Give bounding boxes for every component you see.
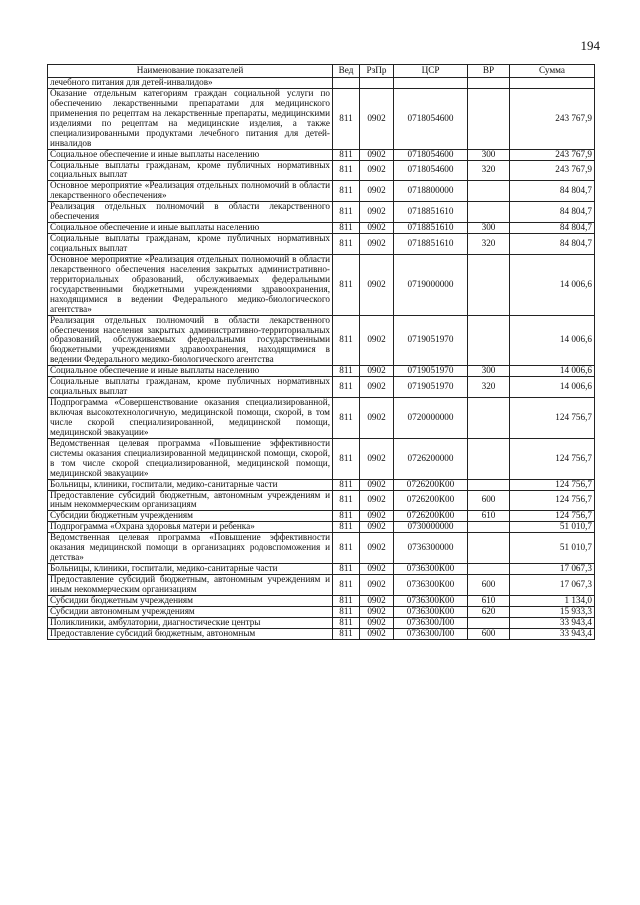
- cell-rzpr: 0902: [360, 234, 394, 255]
- cell-ved: 811: [333, 202, 360, 223]
- cell-csr: 0719051970: [394, 377, 468, 398]
- cell-csr: 0719000000: [394, 254, 468, 315]
- cell-ved: 811: [333, 617, 360, 628]
- cell-rzpr: 0902: [360, 617, 394, 628]
- cell-csr: 0720000000: [394, 398, 468, 439]
- table-row: [48, 78, 595, 89]
- cell-csr: 0726200000: [394, 438, 468, 479]
- cell-csr: 0718851610: [394, 234, 468, 255]
- cell-sum: 124 756,7: [510, 479, 595, 490]
- table-row: [48, 617, 595, 628]
- cell-name: Социальные выплаты гражданам, кроме публичных нормативных социальных выплат: [48, 234, 333, 255]
- cell-name: Социальные выплаты гражданам, кроме публичных нормативных социальных выплат: [48, 160, 333, 181]
- cell-ved: 811: [333, 181, 360, 202]
- cell-csr: 0718054600: [394, 160, 468, 181]
- cell-ved: 811: [333, 254, 360, 315]
- cell-vr: 620: [468, 606, 510, 617]
- cell-vr: [468, 315, 510, 366]
- cell-rzpr: 0902: [360, 149, 394, 160]
- cell-ved: 811: [333, 377, 360, 398]
- cell-name: Социальное обеспечение и иные выплаты населению: [48, 149, 333, 160]
- table-row: [48, 223, 595, 234]
- cell-rzpr: 0902: [360, 88, 394, 149]
- cell-rzpr: 0902: [360, 202, 394, 223]
- table-row: [48, 606, 595, 617]
- cell-csr: 0726200К00: [394, 490, 468, 511]
- table-row: [48, 533, 595, 564]
- cell-csr: 0718054600: [394, 88, 468, 149]
- cell-vr: 320: [468, 234, 510, 255]
- header-vr: ВР: [468, 65, 510, 78]
- cell-name: Субсидии автономным учреждениям: [48, 606, 333, 617]
- cell-vr: [468, 398, 510, 439]
- cell-ved: 811: [333, 606, 360, 617]
- cell-rzpr: 0902: [360, 628, 394, 639]
- cell-vr: [468, 533, 510, 564]
- cell-vr: 600: [468, 490, 510, 511]
- cell-sum: 124 756,7: [510, 398, 595, 439]
- cell-vr: [468, 479, 510, 490]
- cell-sum: 124 756,7: [510, 438, 595, 479]
- cell-name: Поликлиники, амбулатории, диагностические центры: [48, 617, 333, 628]
- cell-rzpr: 0902: [360, 511, 394, 522]
- cell-name: Предоставление субсидий бюджетным, автономным учреждениям и иным некоммерческим организациям: [48, 575, 333, 596]
- table-body: [48, 78, 595, 640]
- cell-ved: 811: [333, 628, 360, 639]
- cell-rzpr: [360, 78, 394, 89]
- cell-ved: 811: [333, 366, 360, 377]
- table-row: [48, 149, 595, 160]
- cell-ved: [333, 78, 360, 89]
- cell-vr: 610: [468, 595, 510, 606]
- cell-rzpr: 0902: [360, 575, 394, 596]
- cell-csr: 0726200К00: [394, 479, 468, 490]
- cell-ved: 811: [333, 575, 360, 596]
- cell-vr: 320: [468, 160, 510, 181]
- cell-rzpr: 0902: [360, 533, 394, 564]
- cell-rzpr: 0902: [360, 377, 394, 398]
- cell-csr: 0736300К00: [394, 575, 468, 596]
- cell-rzpr: 0902: [360, 606, 394, 617]
- cell-rzpr: 0902: [360, 254, 394, 315]
- table-row: [48, 181, 595, 202]
- cell-sum: 17 067,3: [510, 575, 595, 596]
- cell-csr: 0726200К00: [394, 511, 468, 522]
- cell-name: Предоставление субсидий бюджетным, автономным учреждениям и иным некоммерческим организациям: [48, 490, 333, 511]
- cell-name: Реализация отдельных полномочий в области лекарственного обеспечения населения закрытых административно-территориальных образований, обслуживаемых федеральными государственными бюджетными учреждениями здравоохранения, находящимися в ведении Федерального медико-биологического агентства: [48, 315, 333, 366]
- cell-sum: 84 804,7: [510, 223, 595, 234]
- table-row: [48, 575, 595, 596]
- table-row: [48, 160, 595, 181]
- page-number: 194: [580, 38, 600, 53]
- cell-sum: 124 756,7: [510, 511, 595, 522]
- cell-ved: 811: [333, 160, 360, 181]
- cell-ved: 811: [333, 398, 360, 439]
- cell-ved: 811: [333, 595, 360, 606]
- cell-csr: 0718851610: [394, 202, 468, 223]
- table-row: [48, 254, 595, 315]
- cell-sum: 14 006,6: [510, 254, 595, 315]
- cell-ved: 811: [333, 438, 360, 479]
- cell-vr: 300: [468, 223, 510, 234]
- cell-sum: 51 010,7: [510, 522, 595, 533]
- table-row: [48, 564, 595, 575]
- header-rzpr: РзПр: [360, 65, 394, 78]
- cell-rzpr: 0902: [360, 160, 394, 181]
- cell-vr: 600: [468, 575, 510, 596]
- cell-name: Подпрограмма «Охрана здоровья матери и ребенка»: [48, 522, 333, 533]
- cell-csr: 0736300000: [394, 533, 468, 564]
- cell-ved: 811: [333, 149, 360, 160]
- table-row: [48, 595, 595, 606]
- table-row: [48, 315, 595, 366]
- cell-sum: 84 804,7: [510, 234, 595, 255]
- cell-sum: 14 006,6: [510, 366, 595, 377]
- cell-sum: 33 943,4: [510, 628, 595, 639]
- table-row: [48, 522, 595, 533]
- table-row: [48, 479, 595, 490]
- cell-name: Предоставление субсидий бюджетным, автономным: [48, 628, 333, 639]
- cell-csr: 0736300Л00: [394, 617, 468, 628]
- table-row: [48, 88, 595, 149]
- cell-vr: [468, 564, 510, 575]
- cell-ved: 811: [333, 533, 360, 564]
- cell-name: Больницы, клиники, госпитали, медико-санитарные части: [48, 479, 333, 490]
- cell-vr: [468, 88, 510, 149]
- table-row: [48, 398, 595, 439]
- cell-csr: 0730000000: [394, 522, 468, 533]
- cell-sum: 243 767,9: [510, 88, 595, 149]
- cell-ved: 811: [333, 223, 360, 234]
- cell-vr: 600: [468, 628, 510, 639]
- cell-csr: 0736300К00: [394, 564, 468, 575]
- cell-vr: [468, 202, 510, 223]
- cell-vr: [468, 617, 510, 628]
- cell-vr: 300: [468, 366, 510, 377]
- cell-vr: 610: [468, 511, 510, 522]
- cell-sum: 33 943,4: [510, 617, 595, 628]
- cell-rzpr: 0902: [360, 490, 394, 511]
- table-row: [48, 511, 595, 522]
- table-row: [48, 490, 595, 511]
- table-row: [48, 234, 595, 255]
- cell-ved: 811: [333, 315, 360, 366]
- cell-csr: 0718054600: [394, 149, 468, 160]
- header-csr: ЦСР: [394, 65, 468, 78]
- cell-name: Больницы, клиники, госпитали, медико-санитарные части: [48, 564, 333, 575]
- cell-sum: 51 010,7: [510, 533, 595, 564]
- cell-name: Основное мероприятие «Реализация отдельных полномочий в области лекарственного обеспечения»: [48, 181, 333, 202]
- cell-csr: 0719051970: [394, 315, 468, 366]
- cell-csr: 0736300К00: [394, 595, 468, 606]
- cell-name: Субсидии бюджетным учреждениям: [48, 595, 333, 606]
- cell-rzpr: 0902: [360, 479, 394, 490]
- cell-name: Социальное обеспечение и иные выплаты населению: [48, 223, 333, 234]
- cell-vr: [468, 254, 510, 315]
- cell-ved: 811: [333, 511, 360, 522]
- cell-ved: 811: [333, 564, 360, 575]
- cell-rzpr: 0902: [360, 181, 394, 202]
- cell-csr: 0719051970: [394, 366, 468, 377]
- cell-sum: 84 804,7: [510, 202, 595, 223]
- cell-rzpr: 0902: [360, 438, 394, 479]
- cell-name: Социальные выплаты гражданам, кроме публичных нормативных социальных выплат: [48, 377, 333, 398]
- cell-name: Оказание отдельным категориям граждан социальной услуги по обеспечению лекарственными препаратами для медицинского применения по рецептам на лекарственные препараты, медицинскими изделиями по рецептам на медицинские изделия, а также специализированными продуктами лечебного питания для детей-инвалидов: [48, 88, 333, 149]
- cell-sum: 84 804,7: [510, 181, 595, 202]
- cell-sum: [510, 78, 595, 89]
- table-row: [48, 366, 595, 377]
- header-sum: Сумма: [510, 65, 595, 78]
- cell-ved: 811: [333, 88, 360, 149]
- cell-name: Ведомственная целевая программа «Повышение эффективности оказания медицинской помощи в организациях родовспоможения и детства»: [48, 533, 333, 564]
- cell-rzpr: 0902: [360, 398, 394, 439]
- table-row: [48, 628, 595, 639]
- cell-vr: [468, 78, 510, 89]
- cell-csr: 0736300К00: [394, 606, 468, 617]
- cell-name: Подпрограмма «Совершенствование оказания специализированной, включая высокотехнологичную, медицинской помощи, скорой, в том числе скорой специализированной, медицинской помощи, медицинской эвакуации»: [48, 398, 333, 439]
- cell-name: Основное мероприятие «Реализация отдельных полномочий в области лекарственного обеспечения населения закрытых административно-территориальных образований, обслуживаемых федеральными государственными бюджетными учреждениями здравоохранения, находящимися в ведении Федерального медико-биологического агентства»: [48, 254, 333, 315]
- cell-name: лечебного питания для детей-инвалидов»: [48, 78, 333, 89]
- cell-csr: [394, 78, 468, 89]
- cell-vr: [468, 522, 510, 533]
- cell-csr: 0736300Л00: [394, 628, 468, 639]
- table-row: [48, 438, 595, 479]
- table-header-row: [48, 65, 595, 78]
- cell-rzpr: 0902: [360, 315, 394, 366]
- cell-ved: 811: [333, 522, 360, 533]
- cell-rzpr: 0902: [360, 223, 394, 234]
- cell-name: Реализация отдельных полномочий в области лекарственного обеспечения: [48, 202, 333, 223]
- cell-vr: [468, 181, 510, 202]
- cell-sum: 15 933,3: [510, 606, 595, 617]
- cell-rzpr: 0902: [360, 595, 394, 606]
- cell-ved: 811: [333, 490, 360, 511]
- cell-sum: 17 067,3: [510, 564, 595, 575]
- cell-rzpr: 0902: [360, 564, 394, 575]
- cell-name: Ведомственная целевая программа «Повышение эффективности системы оказания специализированной медицинской помощи, скорой, в том числе скорой специализированной, медицинской помощи, медицинской эвакуации»: [48, 438, 333, 479]
- cell-ved: 811: [333, 479, 360, 490]
- header-ved: Вед: [333, 65, 360, 78]
- cell-sum: 1 134,0: [510, 595, 595, 606]
- table-row: [48, 377, 595, 398]
- cell-sum: 14 006,6: [510, 377, 595, 398]
- cell-csr: 0718851610: [394, 223, 468, 234]
- cell-rzpr: 0902: [360, 366, 394, 377]
- cell-vr: [468, 438, 510, 479]
- cell-vr: 300: [468, 149, 510, 160]
- cell-sum: 14 006,6: [510, 315, 595, 366]
- budget-table: [47, 64, 595, 640]
- cell-csr: 0718800000: [394, 181, 468, 202]
- cell-vr: 320: [468, 377, 510, 398]
- cell-name: Субсидии бюджетным учреждениям: [48, 511, 333, 522]
- cell-rzpr: 0902: [360, 522, 394, 533]
- cell-sum: 243 767,9: [510, 149, 595, 160]
- cell-ved: 811: [333, 234, 360, 255]
- cell-sum: 124 756,7: [510, 490, 595, 511]
- cell-name: Социальное обеспечение и иные выплаты населению: [48, 366, 333, 377]
- cell-sum: 243 767,9: [510, 160, 595, 181]
- table-row: [48, 202, 595, 223]
- header-name: Наименование показателей: [48, 65, 333, 78]
